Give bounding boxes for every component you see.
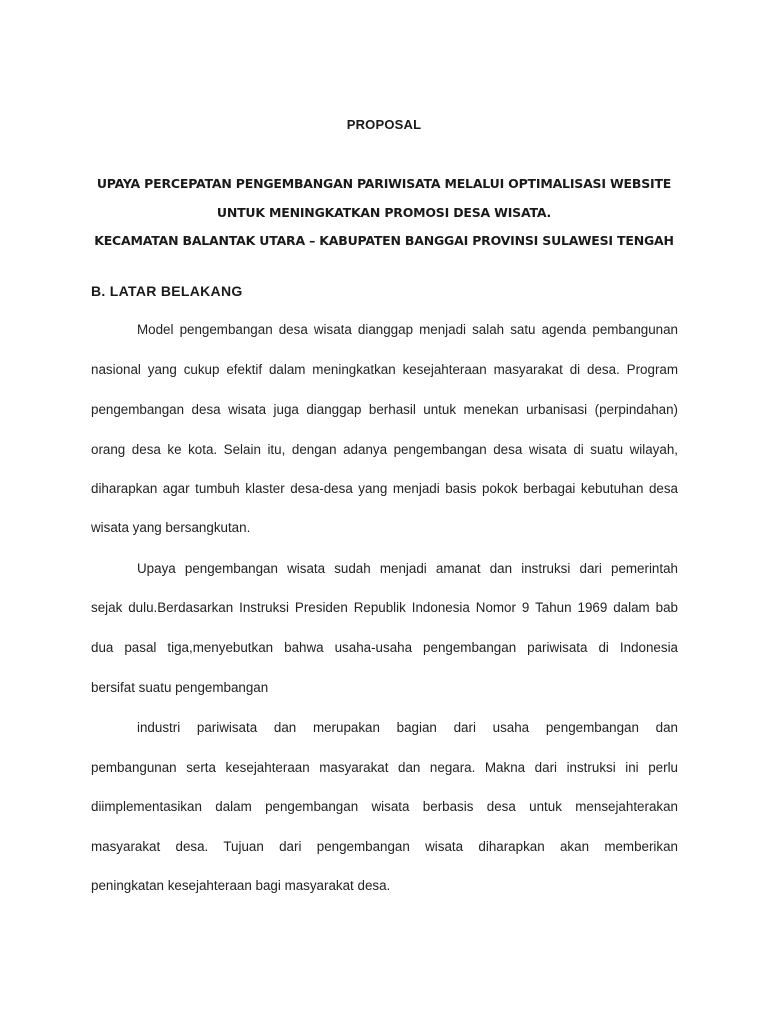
body-line: nasional yang cukup efektif dalam meningkatkan kesejahteraan masyarakat di desa. Program [91, 362, 678, 377]
body-line: diharapkan agar tumbuh klaster desa-desa yang menjadi basis pokok berbagai kebutuhan desa [91, 481, 678, 496]
section-heading: B. LATAR BELAKANG [91, 283, 243, 299]
body-line: Upaya pengembangan wisata sudah menjadi amanat dan instruksi dari pemerintah [137, 561, 678, 576]
subtitle-line-2: UNTUK MENINGKATKAN PROMOSI DESA WISATA. [216, 205, 552, 220]
document-title: PROPOSAL [346, 117, 422, 132]
body-line: pengembangan desa wisata juga dianggap berhasil untuk menekan urbanisasi (perpindahan) [91, 402, 678, 417]
body-line: dua pasal tiga,menyebutkan bahwa usaha-usaha pengembangan pariwisata di Indonesia [91, 640, 678, 655]
subtitle-line-1: UPAYA PERCEPATAN PENGEMBANGAN PARIWISATA MELALUI OPTIMALISASI WEBSITE [96, 176, 672, 191]
body-line: sejak dulu.Berdasarkan Instruksi Presiden Republik Indonesia Nomor 9 Tahun 1969 dalam bab [91, 600, 678, 615]
body-line: masyarakat desa. Tujuan dari pengembangan wisata diharapkan akan memberikan [91, 839, 678, 854]
body-line: bersifat suatu pengembangan [91, 680, 269, 695]
body-line: diimplementasikan dalam pengembangan wisata berbasis desa untuk mensejahterakan [91, 799, 678, 814]
subtitle-line-3: KECAMATAN BALANTAK UTARA – KABUPATEN BANGGAI PROVINSI SULAWESI TENGAH [94, 233, 674, 248]
body-line: orang desa ke kota. Selain itu, dengan adanya pengembangan desa wisata di suatu wilayah, [91, 442, 678, 457]
body-line: pembangunan serta kesejahteraan masyarakat dan negara. Makna dari instruksi ini perlu [91, 760, 678, 775]
body-line: peningkatan kesejahteraan bagi masyarakat desa. [91, 878, 391, 893]
body-line: wisata yang bersangkutan. [91, 520, 251, 535]
body-line: industri pariwisata dan merupakan bagian dari usaha pengembangan dan [137, 720, 678, 735]
body-line: Model pengembangan desa wisata dianggap menjadi salah satu agenda pembangunan [137, 322, 678, 337]
